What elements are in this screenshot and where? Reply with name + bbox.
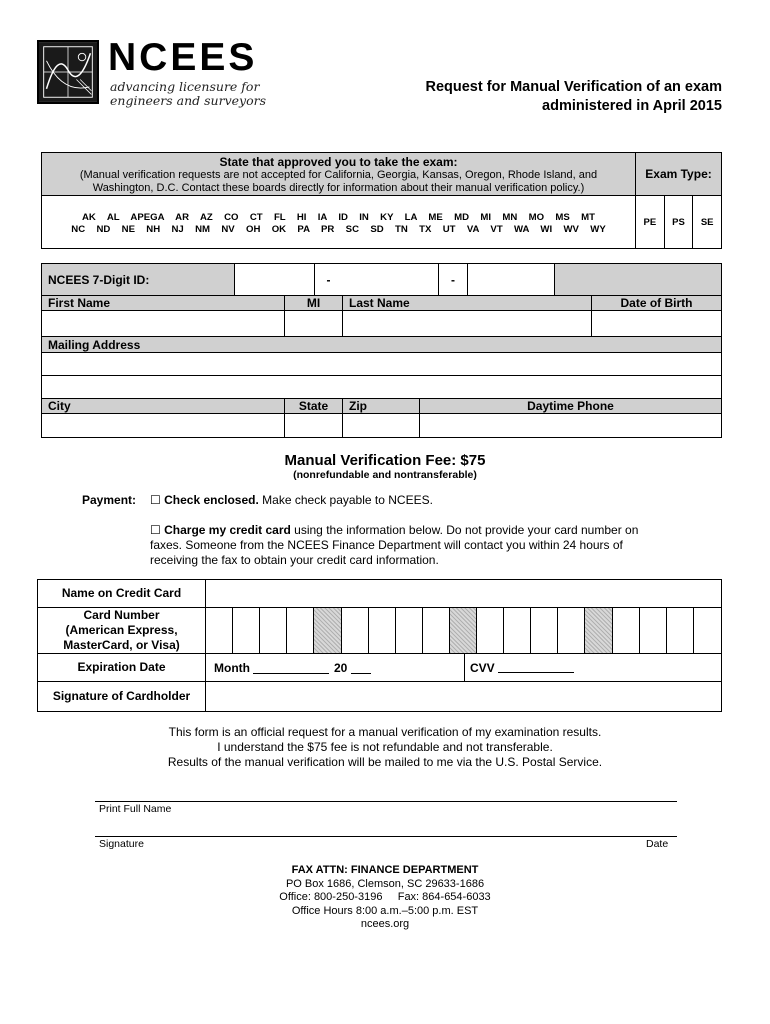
cvv-label: CVV bbox=[470, 661, 495, 675]
charge-card-note-1: using the information below. Do not provide your card number on bbox=[294, 523, 639, 537]
tagline-line-2: engineers and surveyors bbox=[110, 93, 267, 108]
card-digit-box[interactable] bbox=[342, 608, 369, 653]
card-digit-box[interactable] bbox=[423, 608, 450, 653]
state-selection-table bbox=[41, 152, 722, 249]
card-digit-box[interactable] bbox=[694, 608, 721, 653]
card-digit-box[interactable] bbox=[396, 608, 423, 653]
cvv-divider bbox=[464, 654, 465, 682]
state-label: State bbox=[285, 399, 343, 414]
card-digit-box[interactable] bbox=[558, 608, 585, 653]
state-header bbox=[42, 153, 636, 196]
card-number-label-line-2: (American Express, bbox=[65, 623, 178, 637]
logo-graphic-icon bbox=[39, 42, 97, 102]
month-field[interactable] bbox=[253, 662, 329, 674]
last-name-label: Last Name bbox=[343, 296, 592, 311]
title-line-1: Request for Manual Verification of an exam bbox=[425, 79, 722, 95]
ncees-logo-emblem bbox=[37, 40, 99, 104]
mailing-address-line-2[interactable] bbox=[42, 376, 721, 399]
po-box-address: PO Box 1686, Clemson, SC 29633-1686 bbox=[285, 877, 485, 890]
exam-type-options bbox=[636, 196, 721, 248]
state-options[interactable] bbox=[42, 196, 636, 248]
card-number-separator bbox=[314, 608, 341, 653]
state-note-line-1: (Manual verification requests are not accepted for California, Georgia, Kansas, Oregon, Rhode Island, and bbox=[79, 169, 598, 181]
payment-check-option bbox=[150, 493, 433, 507]
card-digit-box[interactable] bbox=[260, 608, 287, 653]
mailing-address-label: Mailing Address bbox=[42, 337, 721, 353]
exam-type-se[interactable]: SE bbox=[700, 216, 714, 228]
logo-wordmark: NCEES bbox=[108, 36, 258, 79]
state-heading: State that approved you to take the exam: bbox=[219, 155, 458, 169]
ncees-id-part-1[interactable] bbox=[235, 264, 315, 296]
statement-line-1: This form is an official request for a manual verification of my examination results. bbox=[168, 725, 602, 739]
card-number-digits bbox=[206, 608, 721, 654]
print-name-line[interactable] bbox=[95, 801, 677, 802]
card-digit-box[interactable] bbox=[477, 608, 504, 653]
card-number-separator bbox=[585, 608, 612, 653]
cvv-field[interactable] bbox=[498, 661, 574, 673]
fax-attn: FAX ATTN: FINANCE DEPARTMENT bbox=[291, 864, 479, 876]
expiration-row bbox=[206, 654, 721, 682]
office-fax-numbers: Office: 800-250-3196 Fax: 864-654-6033 bbox=[279, 891, 491, 903]
title-line-2: administered in April 2015 bbox=[542, 98, 722, 114]
card-digit-box[interactable] bbox=[613, 608, 640, 653]
card-number-label-line-1: Card Number bbox=[83, 608, 160, 622]
state-field[interactable] bbox=[285, 414, 343, 437]
cardholder-signature-label: Signature of Cardholder bbox=[38, 682, 206, 711]
card-digit-box[interactable] bbox=[640, 608, 667, 653]
card-name-field[interactable] bbox=[206, 580, 721, 608]
check-enclosed-checkbox[interactable]: ☐ bbox=[150, 493, 161, 507]
payment-card-option bbox=[150, 523, 690, 568]
statement-line-2: I understand the $75 fee is not refundable and not transferable. bbox=[217, 740, 553, 754]
phone-field[interactable] bbox=[420, 414, 721, 437]
contact-footer bbox=[0, 864, 770, 932]
ncees-id-part-2[interactable] bbox=[342, 264, 439, 296]
charge-card-label: Charge my credit card bbox=[164, 523, 291, 537]
credit-card-table bbox=[37, 579, 722, 712]
zip-label: Zip bbox=[343, 399, 420, 414]
card-name-label: Name on Credit Card bbox=[38, 580, 206, 608]
mailing-address-line-1[interactable] bbox=[42, 353, 721, 376]
state-note-line-2: Washington, D.C. Contact these boards directly for information about their manual verification policy.) bbox=[92, 182, 585, 194]
id-dash-1: - bbox=[315, 264, 342, 296]
dob-label: Date of Birth bbox=[592, 296, 721, 311]
ncees-id-label: NCEES 7-Digit ID: bbox=[42, 264, 235, 296]
card-number-label bbox=[38, 608, 206, 654]
phone-label: Daytime Phone bbox=[420, 399, 721, 414]
city-label: City bbox=[42, 399, 285, 414]
fee-subtitle: (nonrefundable and nontransferable) bbox=[293, 469, 477, 481]
card-digit-box[interactable] bbox=[369, 608, 396, 653]
mi-field[interactable] bbox=[285, 311, 343, 337]
logo-tagline bbox=[110, 80, 266, 108]
card-digit-box[interactable] bbox=[667, 608, 694, 653]
website-link[interactable]: ncees.org bbox=[360, 918, 410, 930]
charge-card-note-3: receiving the fax to obtain your credit card information. bbox=[150, 553, 439, 567]
first-name-label: First Name bbox=[42, 296, 285, 311]
city-field[interactable] bbox=[42, 414, 285, 437]
month-label: Month bbox=[214, 660, 250, 675]
card-number-label-line-3: MasterCard, or Visa) bbox=[63, 638, 180, 652]
exam-type-pe[interactable]: PE bbox=[636, 196, 665, 248]
tagline-line-1: advancing licensure for bbox=[110, 79, 260, 94]
office-hours: Office Hours 8:00 a.m.–5:00 p.m. EST bbox=[291, 904, 479, 917]
fee-title: Manual Verification Fee: $75 bbox=[284, 452, 486, 469]
check-enclosed-note: Make check payable to NCEES. bbox=[262, 493, 433, 507]
card-digit-box[interactable] bbox=[504, 608, 531, 653]
check-enclosed-label: Check enclosed. bbox=[164, 493, 259, 507]
date-label: Date bbox=[646, 838, 669, 850]
cardholder-signature-field[interactable] bbox=[206, 682, 721, 711]
year-field[interactable] bbox=[351, 662, 371, 674]
card-digit-box[interactable] bbox=[531, 608, 558, 653]
card-digit-box[interactable] bbox=[206, 608, 233, 653]
exam-type-ps[interactable]: PS bbox=[665, 196, 694, 248]
mi-label: MI bbox=[285, 296, 343, 311]
card-number-separator bbox=[450, 608, 477, 653]
zip-field[interactable] bbox=[343, 414, 420, 437]
id-shaded-area bbox=[555, 264, 721, 296]
exam-type-header: Exam Type: bbox=[636, 153, 721, 196]
dob-field[interactable] bbox=[592, 311, 721, 337]
id-dash-2: - bbox=[439, 264, 468, 296]
expiration-label: Expiration Date bbox=[38, 654, 206, 682]
verification-statement bbox=[0, 725, 770, 770]
print-name-label: Print Full Name bbox=[99, 803, 172, 815]
charge-card-note-2: faxes. Someone from the NCEES Finance Department will contact you within 24 hours of bbox=[150, 538, 623, 552]
charge-card-checkbox[interactable]: ☐ bbox=[150, 523, 161, 537]
card-digit-box[interactable] bbox=[233, 608, 260, 653]
first-name-field[interactable] bbox=[42, 311, 285, 337]
form-title bbox=[302, 78, 722, 116]
statement-line-3: Results of the manual verification will be mailed to me via the U.S. Postal Service. bbox=[167, 755, 603, 769]
signature-label: Signature bbox=[99, 838, 144, 850]
ncees-id-part-3[interactable] bbox=[468, 264, 555, 296]
payment-label: Payment: bbox=[82, 493, 137, 507]
year-label: 20 bbox=[333, 660, 348, 675]
card-digit-box[interactable] bbox=[287, 608, 314, 653]
signature-line[interactable] bbox=[95, 836, 677, 837]
state-list-line-2[interactable]: NC ND NE NH NJ NM NV OH OK PA PR SC SD TN TX UT VA VT WA WI WV WY bbox=[71, 224, 606, 235]
state-list-line-1[interactable]: AK AL APEGA AR AZ CO CT FL HI IA ID IN KY LA ME MD MI MN MO MS MT bbox=[82, 212, 595, 223]
last-name-field[interactable] bbox=[343, 311, 592, 337]
personal-info-grid bbox=[41, 263, 722, 438]
